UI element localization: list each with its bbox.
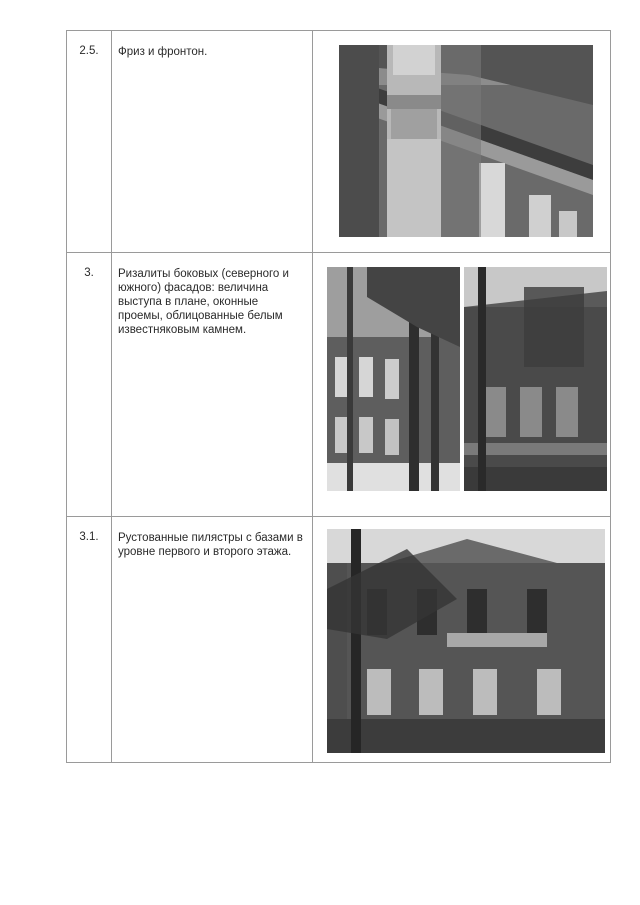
row-description: Ризалиты боковых (северного и южного) фасадов: величина выступа в плане, оконные проемы, облицованные белым известняковым камнем.: [112, 253, 313, 517]
side-facade-photo-right: [464, 267, 607, 491]
row-description: Рустованные пилястры с базами в уровне первого и второго этажа.: [112, 517, 313, 763]
row-description: Фриз и фронтон.: [112, 31, 313, 253]
table-row: [67, 517, 611, 763]
photo-cell: [313, 31, 611, 253]
photo-cell: [313, 517, 611, 763]
photo-cell: [313, 253, 611, 517]
side-facade-photo-left: [327, 267, 460, 491]
row-number: 3.1.: [67, 517, 112, 763]
table-row: [67, 253, 611, 517]
table-row: [67, 31, 611, 253]
frieze-pediment-photo: [339, 45, 593, 237]
features-table: [66, 30, 611, 763]
pilasters-photo: [327, 529, 605, 753]
row-number: 2.5.: [67, 31, 112, 253]
row-number: 3.: [67, 253, 112, 517]
